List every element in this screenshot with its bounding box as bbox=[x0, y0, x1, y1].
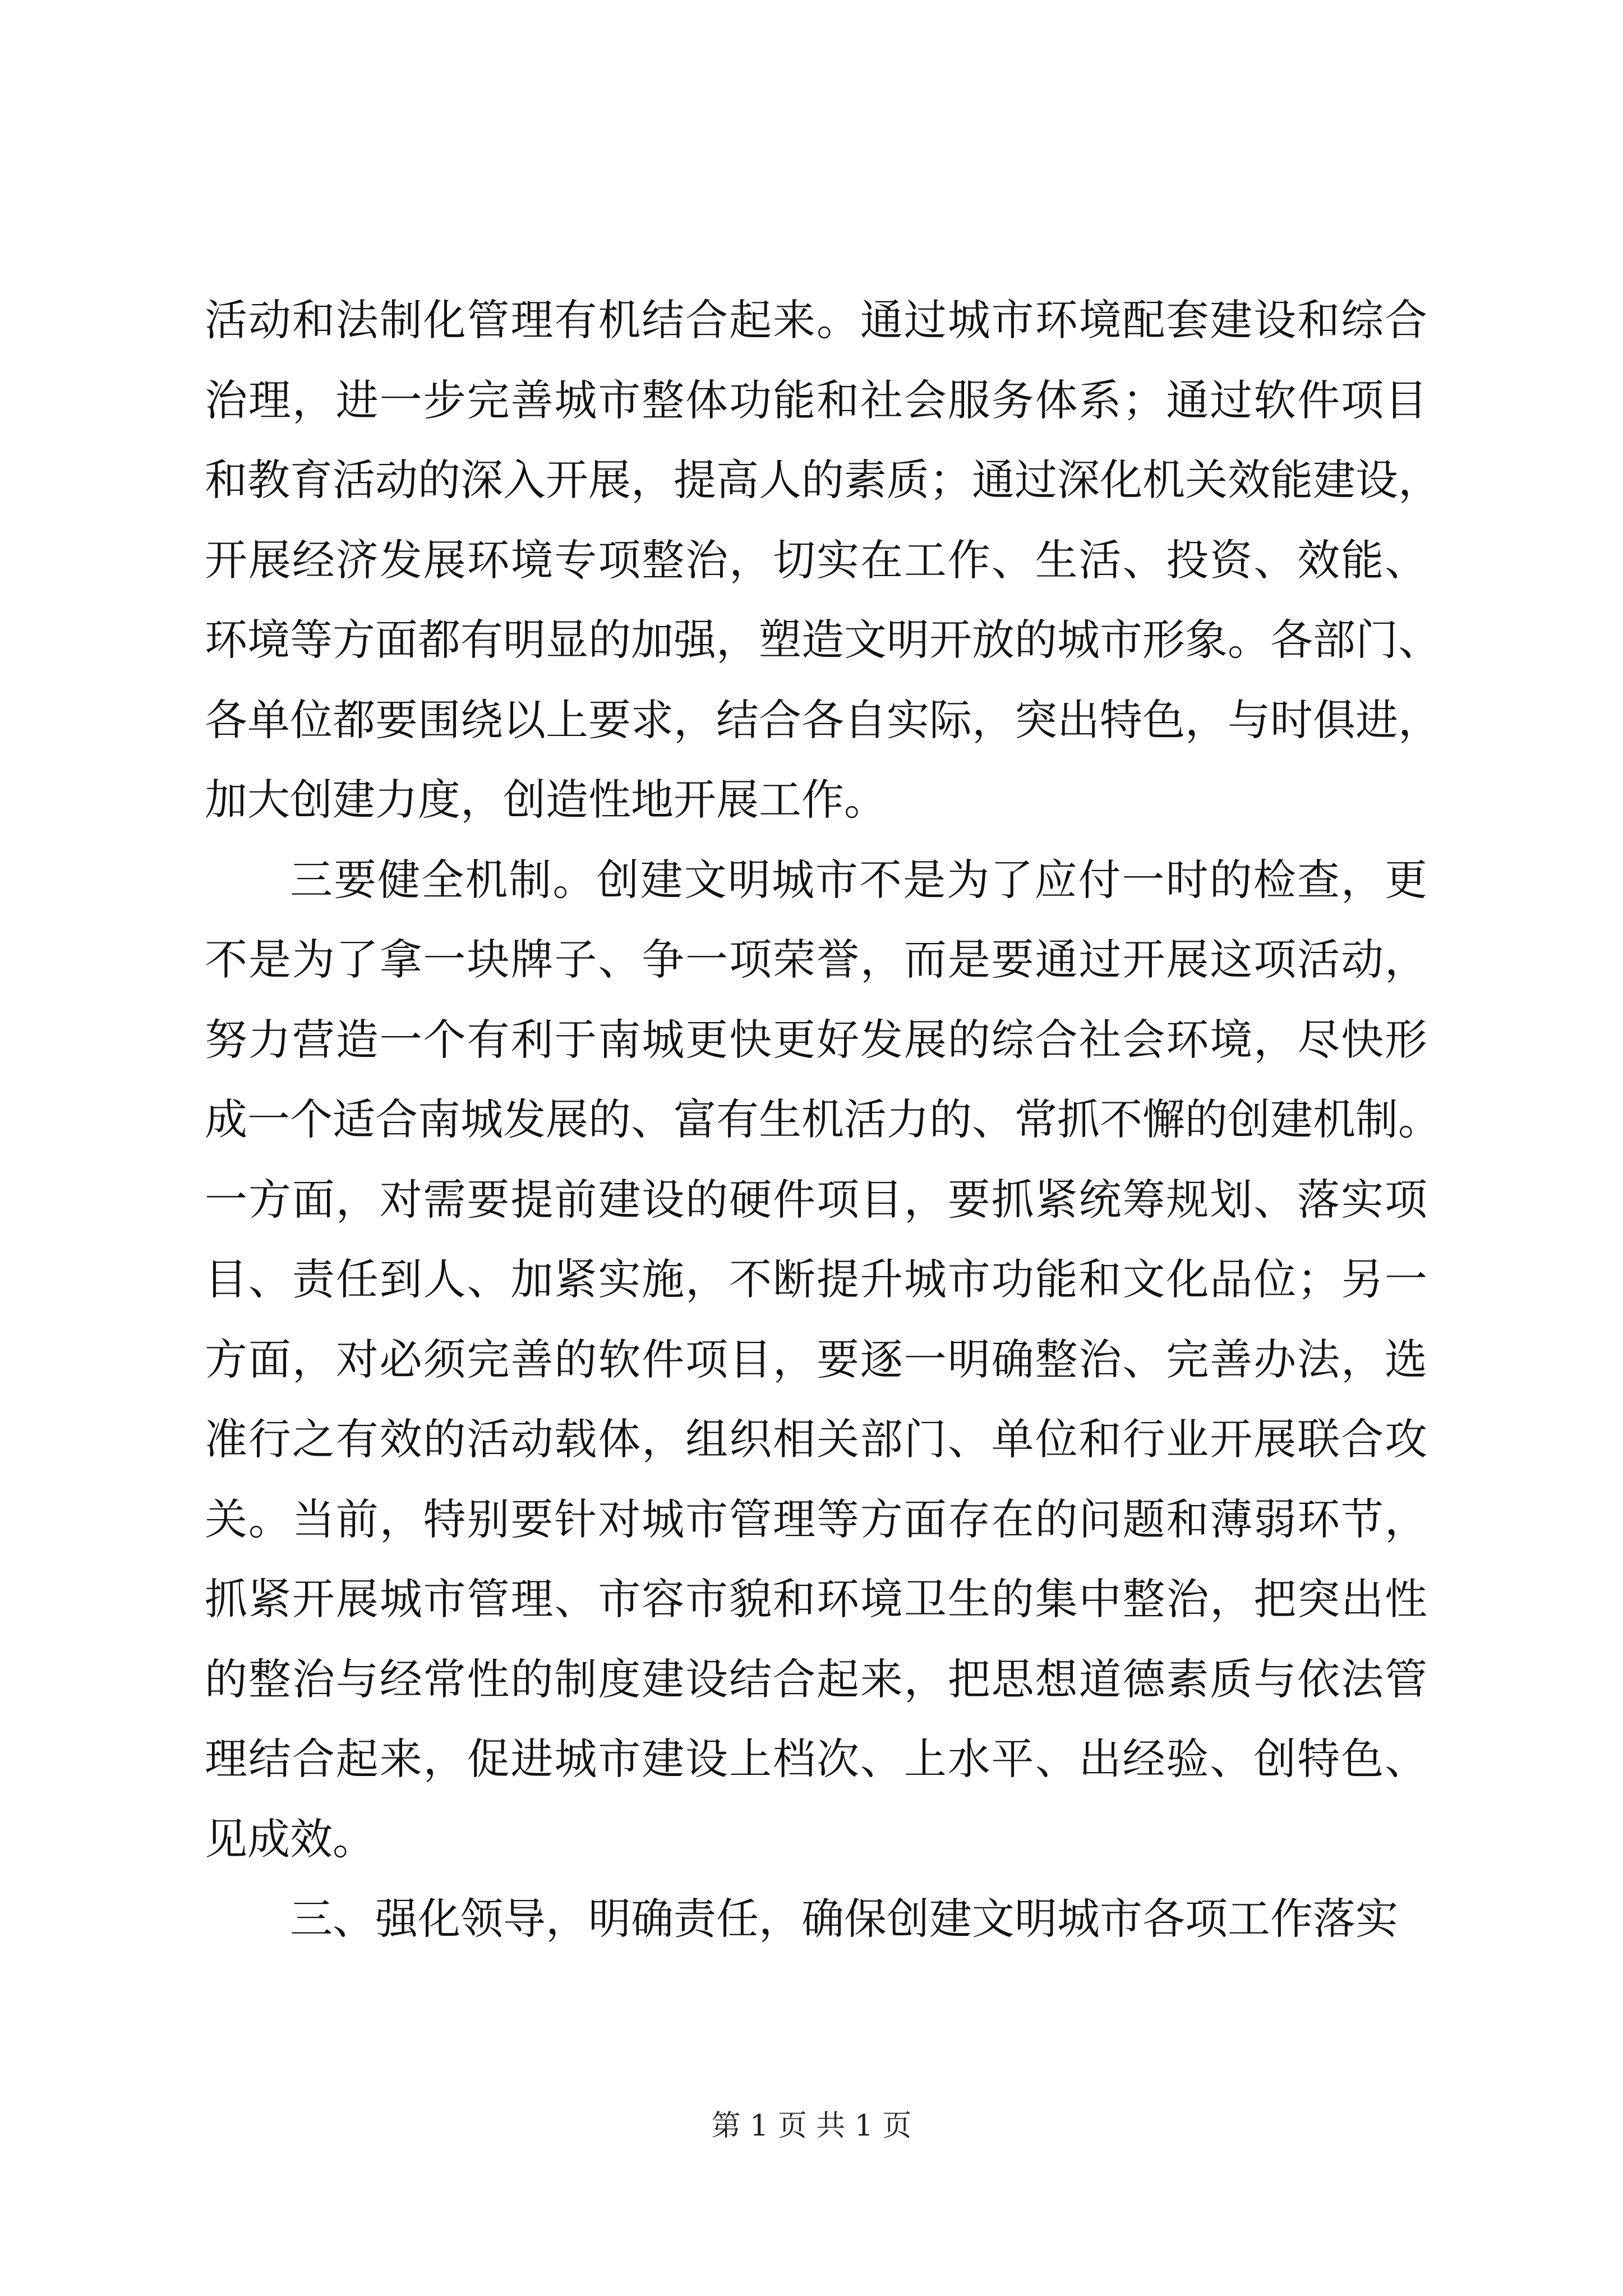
text-line: 和教育活动的深入开展，提高人的素质；通过深化机关效能建设， bbox=[205, 455, 1441, 505]
text-line: 成一个适合南城发展的、富有生机活力的、常抓不懈的创建机制。 bbox=[205, 1094, 1441, 1144]
text-line: 目、责任到人、加紧实施，不断提升城市功能和文化品位；另一 bbox=[205, 1254, 1427, 1304]
text-line: 开展经济发展环境专项整治，切实在工作、生活、投资、效能、 bbox=[205, 535, 1427, 585]
text-line: 努力营造一个有利于南城更快更好发展的综合社会环境，尽快形 bbox=[205, 1014, 1427, 1065]
text-line: 不是为了拿一块牌子、争一项荣誉，而是要通过开展这项活动， bbox=[205, 935, 1427, 984]
text-line: 环境等方面都有明显的加强，塑造文明开放的城市形象。各部门、 bbox=[205, 615, 1441, 665]
text-line: 治理，进一步完善城市整体功能和社会服务体系；通过软件项目 bbox=[205, 375, 1427, 425]
document-body bbox=[205, 280, 1441, 1959]
text-line: 关。当前，特别要针对城市管理等方面存在的问题和薄弱环节， bbox=[205, 1494, 1427, 1544]
text-line: 加大创建力度，创造性地开展工作。 bbox=[205, 775, 887, 825]
text-line: 理结合起来，促进城市建设上档次、上水平、出经验、创特色、 bbox=[205, 1734, 1427, 1784]
text-line: 各单位都要围绕以上要求，结合各自实际，突出特色，与时俱进， bbox=[205, 694, 1441, 745]
text-line: 活动和法制化管理有机结合起来。通过城市环境配套建设和综合 bbox=[205, 295, 1427, 345]
text-line: 的整治与经常性的制度建设结合起来，把思想道德素质与依法管 bbox=[205, 1654, 1427, 1704]
section-heading: 三、强化领导，明确责任，确保创建文明城市各项工作落实 bbox=[290, 1894, 1398, 1944]
page-number-footer: 第 1 页 共 1 页 bbox=[711, 2109, 912, 2143]
text-line: 抓紧开展城市管理、市容市貌和环境卫生的集中整治，把突出性 bbox=[205, 1574, 1427, 1624]
text-line: 方面，对必须完善的软件项目，要逐一明确整治、完善办法，选 bbox=[205, 1334, 1427, 1384]
paragraph-start-line: 三要健全机制。创建文明城市不是为了应付一时的检查，更 bbox=[290, 854, 1427, 905]
text-line: 见成效。 bbox=[205, 1814, 375, 1864]
text-line: 一方面，对需要提前建设的硬件项目，要抓紧统筹规划、落实项 bbox=[205, 1174, 1427, 1225]
text-line: 准行之有效的活动载体，组织相关部门、单位和行业开展联合攻 bbox=[205, 1414, 1427, 1464]
